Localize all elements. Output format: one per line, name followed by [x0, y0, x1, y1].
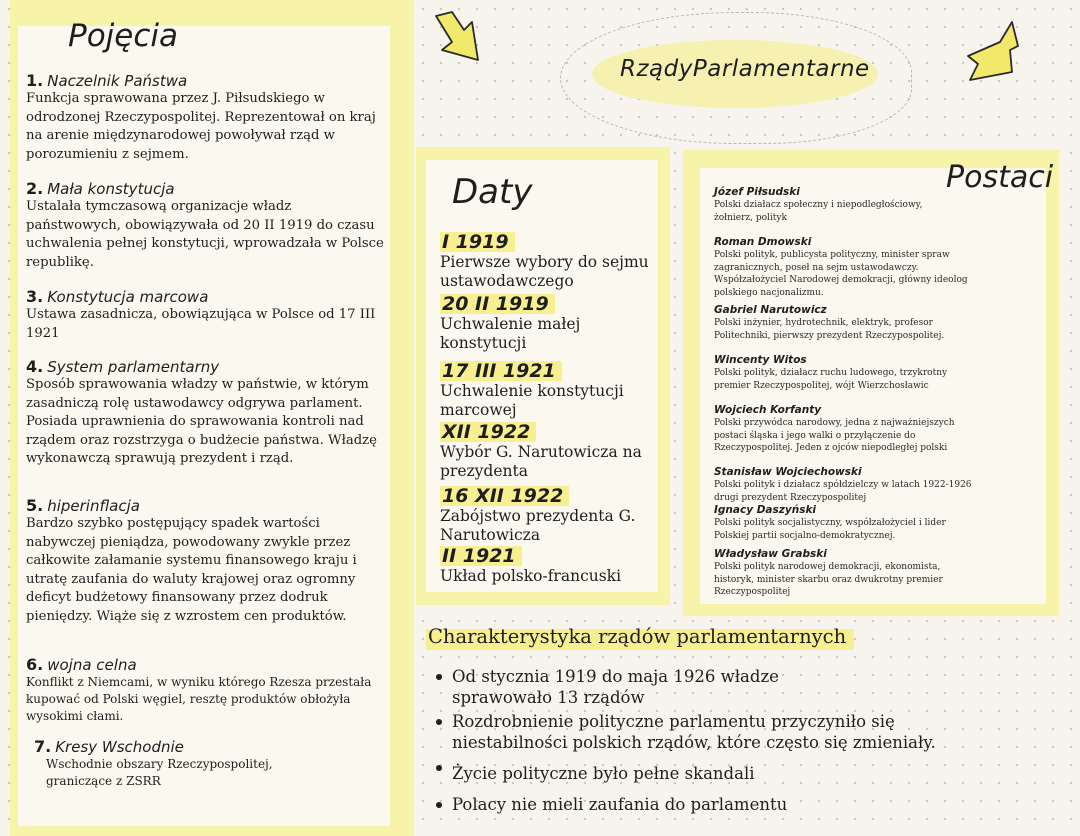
arrow-down-left-icon: [960, 16, 1024, 86]
concept-item: [26, 497, 388, 626]
concept-item: [26, 656, 388, 725]
bullet-text: Polacy nie mieli zaufania do parlamentu: [452, 795, 788, 814]
person-item: [714, 354, 982, 392]
list-item: [436, 794, 996, 815]
concept-name: Konstytucja marcowa: [47, 288, 209, 306]
concept-number: 3.: [26, 287, 44, 306]
person-name: Władysław Grabski: [714, 548, 827, 560]
concept-heading: [26, 656, 388, 674]
date-item: [440, 546, 652, 586]
bullet-icon: [436, 674, 442, 680]
concept-text: Funkcja sprawowana przez J. Piłsudskiego w odrodzonej Rzeczypospolitej. Reprezentował on kraj na arenie międzynarodowej powoływał rząd w porozumieniu z sejmem.: [26, 91, 376, 162]
concept-number: 1.: [26, 71, 44, 90]
concept-number: 6.: [26, 655, 44, 674]
dates-title: Daty: [452, 172, 533, 212]
date-text: Zabójstwo prezydenta G. Narutowicza: [440, 507, 636, 544]
date-value: XII 1922: [440, 422, 536, 442]
concept-heading: [34, 738, 334, 756]
person-name: Stanisław Wojciechowski: [714, 466, 862, 478]
date-item: [440, 422, 652, 481]
concept-item: [26, 72, 388, 164]
bullet-text: Życie polityczne było pełne skandali: [452, 764, 755, 783]
person-item: [714, 548, 982, 599]
person-text: Polski przywódca narodowy, jedna z najważniejszych postaci śląska i jego walki o przyłączenie do Rzeczypospolitej. Jeden z ojców niepodległej polski: [714, 418, 955, 453]
date-value: 20 II 1919: [440, 294, 555, 314]
concept-number: 4.: [26, 357, 44, 376]
person-item: [714, 304, 982, 342]
arrow-down-right-icon: [428, 8, 488, 70]
person-text: Polski inżynier, hydrotechnik, elektryk, profesor Politechniki, pierwszy prezydent Rzeczypospolitej.: [714, 318, 945, 341]
list-item: [436, 666, 836, 708]
concept-name: wojna celna: [47, 656, 137, 674]
person-item: [714, 404, 982, 455]
date-value: 16 XII 1922: [440, 486, 569, 506]
person-name: Wincenty Witos: [714, 354, 807, 366]
concept-heading: [26, 180, 388, 198]
people-title: Postaci: [946, 160, 1054, 195]
person-text: Polski polityk, publicysta polityczny, minister spraw zagranicznych, poseł na sejm ustawodawczy. Współzałożyciel Narodowej demokracji, główny ideolog polskiego nacjonalizmu.: [714, 250, 968, 298]
person-item: [714, 186, 950, 224]
concept-text: Ustawa zasadnicza, obowiązująca w Polsce od 17 III 1921: [26, 307, 376, 341]
concept-name: hiperinflacja: [47, 497, 140, 515]
person-name: Gabriel Narutowicz: [714, 304, 827, 316]
date-item: [440, 232, 652, 291]
person-name: Roman Dmowski: [714, 236, 812, 248]
person-item: [714, 466, 982, 504]
concept-name: Kresy Wschodnie: [55, 738, 184, 756]
concept-text: Konflikt z Niemcami, w wyniku którego Rzesza przestała kupować od Polski węgiel, resztę produktów obłożyła wysokimi cłami.: [26, 675, 372, 723]
concept-number: 7.: [34, 737, 52, 756]
date-text: Układ polsko-francuski: [440, 567, 622, 585]
concept-item: [26, 288, 388, 343]
bullet-icon: [436, 802, 442, 808]
person-name: Józef Piłsudski: [714, 186, 800, 198]
bullet-text: Rozdrobnienie polityczne parlamentu przyczyniło się niestabilności polskich rządów, które często się zmieniały.: [452, 712, 936, 752]
date-text: Wybór G. Narutowicza na prezydenta: [440, 443, 642, 480]
person-text: Polski polityk narodowej demokracji, ekonomista, historyk, minister skarbu oraz dwukrotny premier Rzeczypospolitej: [714, 562, 943, 597]
concept-number: 2.: [26, 179, 44, 198]
concept-item: [34, 738, 334, 790]
person-text: Polski polityk i działacz spółdzielczy w latach 1922-1926 drugi prezydent Rzeczypospolitej: [714, 480, 972, 503]
concept-text: Sposób sprawowania władzy w państwie, w którym zasadniczą rolę ustawodawcy odgrywa parlament. Posiada uprawnienia do sprawowania kontroli nad rządem oraz rozstrzyga o budżecie państwa. Władzę wykonawczą sprawują prezydent i rząd.: [26, 377, 377, 466]
concept-name: System parlamentarny: [47, 358, 220, 376]
person-text: Polski działacz społeczny i niepodległościowy, żołnierz, polityk: [714, 200, 923, 223]
concept-name: Mała konstytucja: [47, 180, 175, 198]
concept-heading: [26, 497, 388, 515]
date-value: 17 III 1921: [440, 361, 562, 381]
date-value: I 1919: [440, 232, 515, 252]
concept-name: Naczelnik Państwa: [47, 72, 188, 90]
concept-item: [26, 180, 388, 272]
person-text: Polski polityk socjalistyczny, współzałożyciel i lider Polskiej partii socjalno-demokratycznej.: [714, 518, 946, 541]
page-title: RządyParlamentarne: [620, 56, 870, 82]
concept-number: 5.: [26, 496, 44, 515]
list-item: [436, 763, 996, 784]
person-name: Wojciech Korfanty: [714, 404, 822, 416]
person-text: Polski polityk, działacz ruchu ludowego, trzykrotny premier Rzeczypospolitej, wójt Wierzchosławic: [714, 368, 948, 391]
date-item: [440, 361, 652, 420]
person-item: [714, 236, 982, 299]
concepts-title: Pojęcia: [68, 18, 178, 54]
characteristics-title: Charakterystyka rządów parlamentarnych: [426, 624, 854, 650]
concept-heading: [26, 358, 388, 376]
concept-text: Bardzo szybko postępujący spadek wartości nabywczej pieniądza, powodowany zwykle przez całkowite załamanie systemu finansowego kraju i utratę zaufania do waluty krajowej oraz ogromny deficyt budżetowy finansowany przez dodruk pieniędzy. Wiąże się z wzrostem cen produktów.: [26, 516, 357, 624]
concept-heading: [26, 288, 388, 306]
bullet-icon: [436, 719, 442, 725]
bullet-icon: [436, 765, 442, 771]
concept-text: Ustalała tymczasową organizacje władz państwowych, obowiązywała od 20 II 1919 do czasu uchwalenia pełnej konstytucji, wprowadzała w Polsce republikę.: [26, 199, 384, 270]
bullet-text: Od stycznia 1919 do maja 1926 władze sprawowało 13 rządów: [452, 667, 779, 707]
date-text: Uchwalenie małej konstytucji: [440, 315, 581, 352]
person-item: [714, 504, 982, 542]
date-item: [440, 294, 652, 353]
concept-item: [26, 358, 388, 469]
concept-heading: [26, 72, 388, 90]
list-item: [436, 711, 996, 753]
concept-text: Wschodnie obszary Rzeczypospolitej, graniczące z ZSRR: [46, 757, 273, 788]
date-item: [440, 486, 652, 545]
date-text: Uchwalenie konstytucji marcowej: [440, 382, 624, 419]
person-name: Ignacy Daszyński: [714, 504, 817, 516]
date-text: Pierwsze wybory do sejmu ustawodawczego: [440, 253, 649, 290]
date-value: II 1921: [440, 546, 522, 566]
